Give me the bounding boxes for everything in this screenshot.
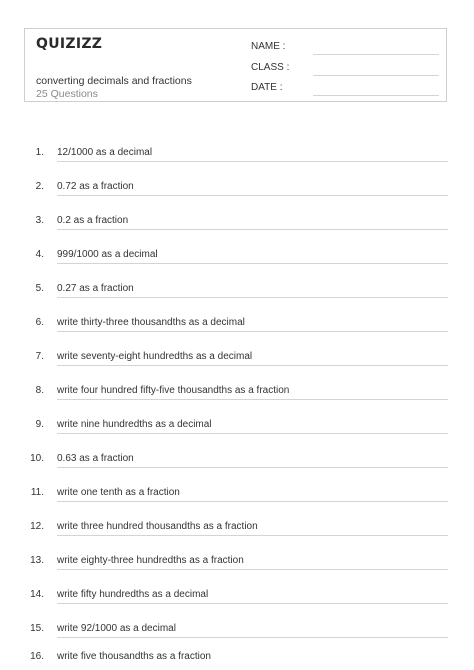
answer-line[interactable]: [57, 501, 448, 502]
answer-line[interactable]: [57, 263, 448, 264]
question-text: write fifty hundredths as a decimal: [57, 589, 209, 600]
question-number: 8.: [35, 385, 44, 396]
answer-line[interactable]: [57, 399, 448, 400]
question-item: [0, 280, 474, 300]
question-item: [0, 178, 474, 198]
question-number: 1.: [35, 147, 44, 158]
question-text: write 92/1000 as a decimal: [57, 623, 176, 634]
question-text: write four hundred fifty-five thousandths as a fraction: [57, 385, 290, 396]
question-count: 25 Questions: [36, 88, 98, 100]
question-number: 2.: [35, 181, 44, 192]
question-number: 4.: [35, 249, 44, 260]
question-number: 9.: [35, 419, 44, 430]
question-item: [0, 314, 474, 334]
question-item: [0, 518, 474, 538]
question-item: [0, 246, 474, 266]
question-item: [0, 648, 474, 668]
question-text: write seventy-eight hundredths as a decimal: [57, 351, 253, 362]
quizizz-logo: QUIZIZZ: [36, 36, 103, 52]
question-number: 12.: [30, 521, 44, 532]
question-text: 0.2 as a fraction: [57, 215, 129, 226]
answer-line[interactable]: [57, 365, 448, 366]
question-number: 11.: [30, 487, 44, 498]
answer-line[interactable]: [57, 603, 448, 604]
question-text: 0.72 as a fraction: [57, 181, 134, 192]
question-item: [0, 348, 474, 368]
question-text: 999/1000 as a decimal: [57, 249, 158, 260]
answer-line[interactable]: [57, 297, 448, 298]
answer-line[interactable]: [57, 433, 448, 434]
answer-line[interactable]: [57, 229, 448, 230]
question-item: [0, 212, 474, 232]
question-text: 0.27 as a fraction: [57, 283, 134, 294]
question-number: 15.: [30, 623, 44, 634]
question-number: 7.: [35, 351, 44, 362]
question-text: write thirty-three thousandths as a decimal: [57, 317, 245, 328]
question-item: [0, 144, 474, 164]
question-number: 5.: [35, 283, 44, 294]
question-text: write three hundred thousandths as a fraction: [57, 521, 258, 532]
question-text: 12/1000 as a decimal: [57, 147, 153, 158]
question-item: [0, 552, 474, 572]
question-number: 16.: [30, 651, 44, 662]
question-item: [0, 382, 474, 402]
question-text: write eighty-three hundredths as a fraction: [57, 555, 244, 566]
answer-line[interactable]: [57, 637, 448, 638]
question-item: [0, 586, 474, 606]
answer-line[interactable]: [57, 161, 448, 162]
question-text: 0.63 as a fraction: [57, 453, 134, 464]
question-text: write five thousandths as a fraction: [57, 651, 211, 662]
question-number: 6.: [35, 317, 44, 328]
answer-line[interactable]: [57, 195, 448, 196]
question-item: [0, 484, 474, 504]
question-text: write nine hundredths as a decimal: [57, 419, 212, 430]
question-number: 14.: [30, 589, 44, 600]
name-label: NAME :: [251, 41, 286, 52]
question-text: write one tenth as a fraction: [57, 487, 180, 498]
answer-line[interactable]: [57, 467, 448, 468]
answer-line[interactable]: [57, 535, 448, 536]
date-label: DATE :: [251, 82, 283, 93]
question-item: [0, 416, 474, 436]
question-item: [0, 620, 474, 640]
question-item: [0, 450, 474, 470]
class-label: CLASS :: [251, 62, 290, 73]
worksheet-title: converting decimals and fractions: [36, 75, 192, 87]
answer-line[interactable]: [57, 569, 448, 570]
answer-line[interactable]: [57, 331, 448, 332]
question-number: 10.: [30, 453, 44, 464]
question-number: 13.: [30, 555, 44, 566]
question-number: 3.: [35, 215, 44, 226]
